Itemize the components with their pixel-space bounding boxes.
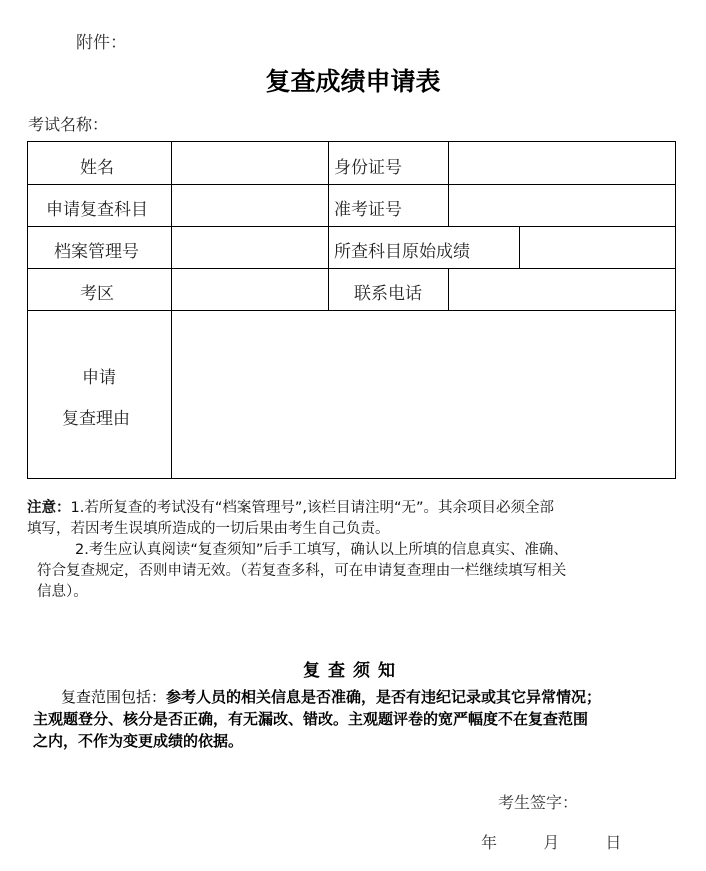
phone-field[interactable] xyxy=(449,269,675,310)
id-number-field[interactable] xyxy=(449,142,675,184)
name-field[interactable] xyxy=(172,142,328,184)
name-label: 姓名 xyxy=(80,158,114,178)
reason-field[interactable] xyxy=(172,311,675,478)
month-label: 月 xyxy=(543,833,560,852)
original-score-field[interactable] xyxy=(520,227,675,268)
subject-field[interactable] xyxy=(172,185,328,226)
subject-label: 申请复查科目 xyxy=(46,200,148,220)
signature-label: 考生签字： xyxy=(498,793,579,812)
col-divider xyxy=(328,142,329,310)
reason-label-line2: 复查理由 xyxy=(62,409,130,429)
note-2c: 信息）。 xyxy=(37,584,88,600)
application-form-table xyxy=(27,141,676,479)
notes-label: 注意： xyxy=(27,500,71,516)
notice-lead: 复查范围包括： xyxy=(61,688,167,706)
phone-label: 联系电话 xyxy=(354,284,422,304)
id-number-label: 身份证号 xyxy=(334,158,402,178)
archive-number-label: 档案管理号 xyxy=(54,242,139,262)
year-label: 年 xyxy=(481,833,498,852)
notice-line-3: 之内，不作为变更成绩的依据。 xyxy=(33,732,244,750)
original-score-label: 所查科目原始成绩 xyxy=(334,242,470,262)
notice-title: 复查须知 xyxy=(303,661,403,681)
note-1b: 填写，若因考生误填所造成的一切后果由考生自己负责。 xyxy=(27,521,390,537)
notes-section xyxy=(27,498,647,603)
exam-name-label: 考试名称： xyxy=(28,115,109,134)
notice-body xyxy=(33,686,643,752)
date-line xyxy=(481,830,621,853)
day-label: 日 xyxy=(605,833,622,852)
district-label: 考区 xyxy=(80,284,114,304)
district-field[interactable] xyxy=(172,269,328,310)
notice-line-2: 主观题登分、核分是否正确，有无漏改、错改。主观题评卷的宽严幅度不在复查范围 xyxy=(33,710,589,728)
page-title: 复查成绩申请表 xyxy=(265,67,441,96)
attachment-label: 附件： xyxy=(76,33,127,53)
reason-label-line1: 申请 xyxy=(82,368,116,388)
ticket-number-field[interactable] xyxy=(449,185,675,226)
notice-line-1: 参考人员的相关信息是否准确，是否有违纪记录或其它异常情况； xyxy=(166,688,602,706)
note-2a: 2.考生应认真阅读“复查须知”后手工填写，确认以上所填的信息真实、准确、 xyxy=(75,542,568,558)
archive-number-field[interactable] xyxy=(172,227,328,268)
ticket-number-label: 准考证号 xyxy=(334,200,402,220)
note-2b: 符合复查规定，否则申请无效。（若复查多科，可在申请复查理由一栏继续填写相关 xyxy=(37,563,567,579)
note-1a: 1.若所复查的考试没有“档案管理号”,该栏目请注明“无”。其余项目必须全部 xyxy=(70,500,554,516)
